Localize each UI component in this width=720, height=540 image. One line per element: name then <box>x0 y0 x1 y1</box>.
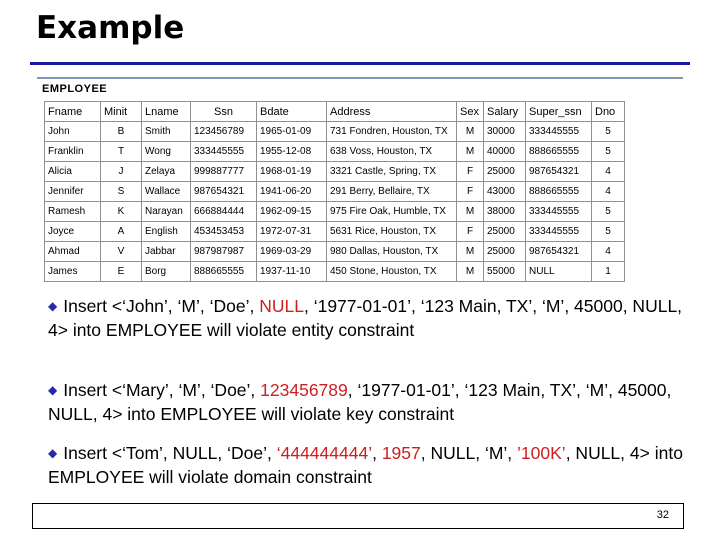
table-cell: 43000 <box>484 182 526 202</box>
table-cell: 25000 <box>484 242 526 262</box>
bullet-text <box>48 443 683 487</box>
table-cell: K <box>101 202 142 222</box>
table-row <box>45 202 625 222</box>
bullet-segment: Insert <‘Tom’, NULL, ‘Doe’, <box>63 443 277 463</box>
table-cell: 888665555 <box>526 182 592 202</box>
table-cell: Ahmad <box>45 242 101 262</box>
title-divider <box>30 62 690 65</box>
table-cell: J <box>101 162 142 182</box>
table-cell: 5 <box>592 202 625 222</box>
table-cell: 987654321 <box>526 162 592 182</box>
table-cell: T <box>101 142 142 162</box>
table-header-row <box>45 102 625 122</box>
table-cell: 40000 <box>484 142 526 162</box>
table-cell: John <box>45 122 101 142</box>
table-cell: 3321 Castle, Spring, TX <box>327 162 457 182</box>
table-cell: 987654321 <box>191 182 257 202</box>
table-cell: Ramesh <box>45 202 101 222</box>
table-cell: 291 Berry, Bellaire, TX <box>327 182 457 202</box>
highlighted-value: 1957 <box>381 443 421 463</box>
bullet-segment: Insert <‘Mary’, ‘M’, ‘Doe’, <box>63 380 261 400</box>
column-header: Super_ssn <box>526 102 592 122</box>
table-cell: Jennifer <box>45 182 101 202</box>
bullet-text <box>48 296 682 340</box>
table-cell: 1962-09-15 <box>257 202 327 222</box>
highlighted-value: NULL <box>259 296 304 316</box>
column-header: Minit <box>101 102 142 122</box>
table-cell: Alicia <box>45 162 101 182</box>
bullet-icon: ◆ <box>48 446 58 460</box>
table-cell: James <box>45 262 101 282</box>
table-cell: 980 Dallas, Houston, TX <box>327 242 457 262</box>
column-header: Address <box>327 102 457 122</box>
column-header: Dno <box>592 102 625 122</box>
bullet-3 <box>48 442 688 488</box>
table-cell: 638 Voss, Houston, TX <box>327 142 457 162</box>
table-cell: 4 <box>592 182 625 202</box>
highlighted-value: ’100K’ <box>517 443 566 463</box>
table-cell: 5 <box>592 142 625 162</box>
table-body <box>45 122 625 282</box>
table-cell: Wong <box>142 142 191 162</box>
employee-table <box>44 101 625 282</box>
table-cell: 1 <box>592 262 625 282</box>
table-cell: 333445555 <box>526 122 592 142</box>
column-header: Bdate <box>257 102 327 122</box>
table-cell: V <box>101 242 142 262</box>
table-cell: 4 <box>592 162 625 182</box>
table-cell: 1955-12-08 <box>257 142 327 162</box>
table-cell: 975 Fire Oak, Humble, TX <box>327 202 457 222</box>
table-cell: Wallace <box>142 182 191 202</box>
table-cell: M <box>457 202 484 222</box>
table-cell: E <box>101 262 142 282</box>
table-cell: 5 <box>592 222 625 242</box>
table-cell: 987987987 <box>191 242 257 262</box>
table-cell: 38000 <box>484 202 526 222</box>
table-cell: Franklin <box>45 142 101 162</box>
highlighted-value: 123456789 <box>260 380 348 400</box>
table-row <box>45 242 625 262</box>
column-header: Fname <box>45 102 101 122</box>
table-cell: 450 Stone, Houston, TX <box>327 262 457 282</box>
table-cell: A <box>101 222 142 242</box>
table-cell: 25000 <box>484 162 526 182</box>
table-cell: 666884444 <box>191 202 257 222</box>
table-cell: Smith <box>142 122 191 142</box>
table-cell: Borg <box>142 262 191 282</box>
table-cell: 1941-06-20 <box>257 182 327 202</box>
table-cell: 333445555 <box>526 202 592 222</box>
table-cell: 1965-01-09 <box>257 122 327 142</box>
table-cell: S <box>101 182 142 202</box>
table-row <box>45 222 625 242</box>
table-cell: M <box>457 262 484 282</box>
bullet-2 <box>48 379 688 425</box>
table-cell: 55000 <box>484 262 526 282</box>
table-cell: 123456789 <box>191 122 257 142</box>
table-cell: 1937-11-10 <box>257 262 327 282</box>
bullet-1 <box>48 295 688 341</box>
bullet-segment: , <box>372 443 382 463</box>
table-cell: 888665555 <box>526 142 592 162</box>
table-cell: F <box>457 182 484 202</box>
highlighted-value: ‘444444444’ <box>276 443 373 463</box>
footer-bar <box>32 503 684 529</box>
table-row <box>45 162 625 182</box>
table-cell: English <box>142 222 191 242</box>
table-row <box>45 182 625 202</box>
table-cell: 888665555 <box>191 262 257 282</box>
table-cell: Zelaya <box>142 162 191 182</box>
table-cell: 1972-07-31 <box>257 222 327 242</box>
column-header: Salary <box>484 102 526 122</box>
slide-title: Example <box>36 10 185 46</box>
table-cell: Joyce <box>45 222 101 242</box>
column-header: Sex <box>457 102 484 122</box>
bullet-segment: Insert <‘John’, ‘M’, ‘Doe’, <box>63 296 260 316</box>
bullet-segment: , NULL, 4> into EMPLOYEE will violate domain constraint <box>48 443 683 487</box>
table-cell: M <box>457 242 484 262</box>
table-cell: 731 Fondren, Houston, TX <box>327 122 457 142</box>
table-cell: 333445555 <box>191 142 257 162</box>
bullet-icon: ◆ <box>48 383 58 397</box>
bullet-segment: , NULL, ‘M’, <box>420 443 518 463</box>
table-cell: B <box>101 122 142 142</box>
table-row <box>45 262 625 282</box>
table-row <box>45 142 625 162</box>
table-cell: 999887777 <box>191 162 257 182</box>
page-number: 32 <box>656 509 669 521</box>
table-cell: 30000 <box>484 122 526 142</box>
table-cell: 25000 <box>484 222 526 242</box>
table-cell: M <box>457 142 484 162</box>
table-cell: 333445555 <box>526 222 592 242</box>
table-cell: 1969-03-29 <box>257 242 327 262</box>
bullet-text <box>48 380 671 424</box>
table-cell: F <box>457 162 484 182</box>
table-cell: Jabbar <box>142 242 191 262</box>
bullet-icon: ◆ <box>48 299 58 313</box>
table-cell: 453453453 <box>191 222 257 242</box>
column-header: Lname <box>142 102 191 122</box>
table-cell: 5631 Rice, Houston, TX <box>327 222 457 242</box>
table-row <box>45 122 625 142</box>
table-cell: 1968-01-19 <box>257 162 327 182</box>
table-cell: NULL <box>526 262 592 282</box>
bullet-segment: , ‘1977-01-01’, ‘123 Main, TX’, ‘M’, 45000, NULL, 4> into EMPLOYEE will violate key constraint <box>48 380 672 424</box>
table-cell: F <box>457 222 484 242</box>
column-header: Ssn <box>191 102 257 122</box>
table-cell: Narayan <box>142 202 191 222</box>
table-cell: 4 <box>592 242 625 262</box>
table-cell: M <box>457 122 484 142</box>
bullet-segment: , ‘1977-01-01’, ‘123 Main, TX’, ‘M’, 45000, NULL, 4> into EMPLOYEE will violate entity constraint <box>48 296 683 340</box>
relation-name: EMPLOYEE <box>42 83 108 95</box>
table-cell: 987654321 <box>526 242 592 262</box>
table-cell: 5 <box>592 122 625 142</box>
